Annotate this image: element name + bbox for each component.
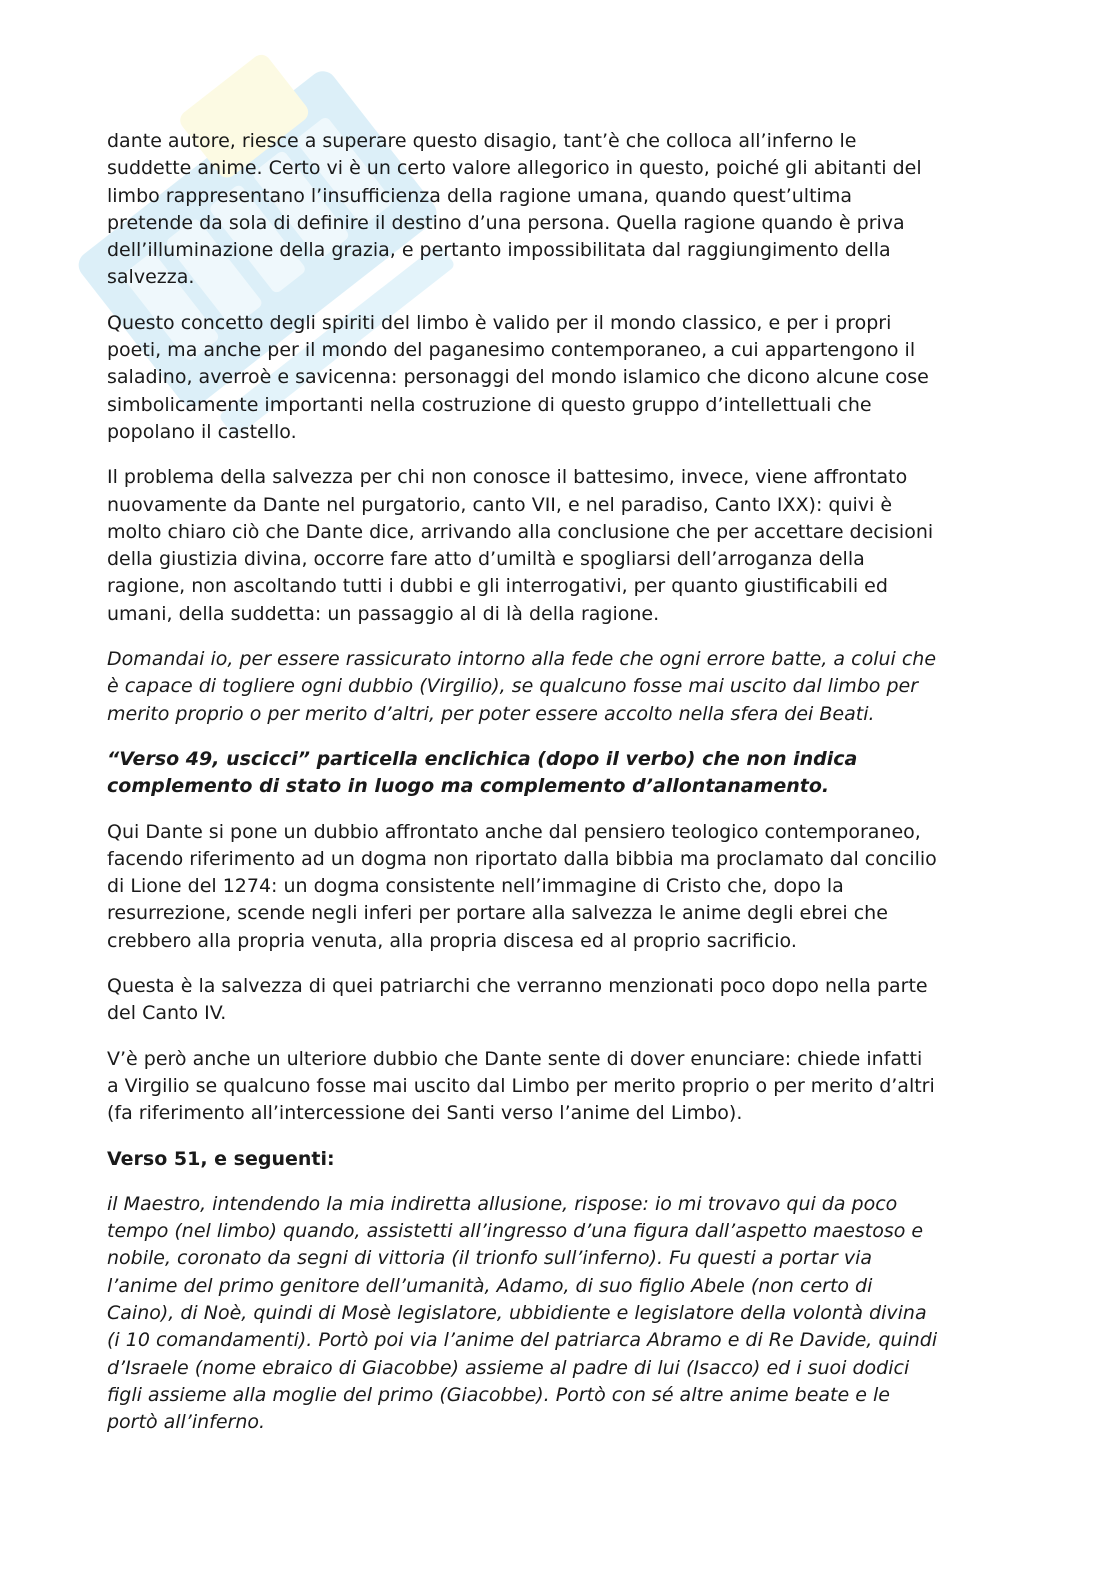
text-line: Caino), di Noè, quindi di Mosè legislatore, ubbidiente e legislatore della volontà divina — [107, 1301, 927, 1324]
text-line: saladino, averroè e savicenna: personaggi del mondo islamico che dicono alcune cose — [107, 366, 929, 389]
text-line: ragione, non ascoltando tutti i dubbi e gli interrogativi, per quanto giustificabili ed — [107, 575, 888, 598]
text-line: crebbero alla propria venuta, alla propria discesa ed al proprio sacrificio. — [107, 929, 797, 952]
text-line: V’è però anche un ulteriore dubbio che Dante sente di dover enunciare: chiede infatti — [107, 1047, 923, 1070]
text-line: (fa riferimento all’intercessione dei Santi verso l’anime del Limbo). — [107, 1102, 743, 1125]
text-line: Il problema della salvezza per chi non conosce il battesimo, invece, viene affrontato — [107, 466, 908, 489]
text-line: dante autore, riesce a superare questo disagio, tant’è che colloca all’inferno le — [107, 130, 857, 152]
text-line: a Virgilio se qualcuno fosse mai uscito dal Limbo per merito proprio o per merito d’altri — [107, 1074, 935, 1097]
paragraph — [107, 973, 1007, 1028]
paragraph — [107, 1191, 1007, 1437]
text-line: simbolicamente importanti nella costruzione di questo gruppo d’intellettuali che — [107, 393, 872, 416]
text-line: dell’illuminazione della grazia, e pertanto impossibilitata dal raggiungimento della — [107, 239, 891, 262]
paragraph — [107, 310, 1007, 446]
paragraph — [107, 1146, 1007, 1173]
text-line: merito proprio o per merito d’altri, per poter essere accolto nella sfera dei Beati. — [107, 702, 875, 725]
text-line: figli assieme alla moglie del primo (Giacobbe). Portò con sé altre anime beate e le — [107, 1383, 890, 1406]
text-line: Verso 51, e seguenti: — [107, 1147, 335, 1170]
text-line: resurrezione, scende negli inferi per portare alla salvezza le anime degli ebrei che — [107, 902, 888, 925]
text-line: nobile, coronato da segni di vittoria (il trionfo sull’inferno). Fu questi a portar via — [107, 1247, 873, 1270]
text-line: poeti, ma anche per il mondo del paganesimo contemporaneo, a cui appartengono il — [107, 339, 916, 362]
text-line: Questa è la salvezza di quei patriarchi che verranno menzionati poco dopo nella parte — [107, 975, 928, 998]
text-line: l’anime del primo genitore dell’umanità, Adamo, di suo figlio Abele (non certo di — [107, 1274, 873, 1297]
text-line: Domandai io, per essere rassicurato intorno alla fede che ogni errore batte, a colui che — [107, 648, 937, 671]
text-line: complemento di stato in luogo ma complemento d’allontanamento. — [107, 775, 830, 798]
text-line: del Canto IV. — [107, 1002, 227, 1025]
text-line: suddette anime. Certo vi è un certo valore allegorico in questo, poiché gli abitanti del — [107, 157, 922, 180]
document-body — [107, 128, 1007, 1454]
paragraph — [107, 646, 1007, 728]
text-line: umani, della suddetta: un passaggio al di là della ragione. — [107, 602, 660, 625]
paragraph — [107, 464, 1007, 628]
paragraph — [107, 1046, 1007, 1128]
text-line: nuovamente da Dante nel purgatorio, canto VII, e nel paradiso, Canto IXX): quivi è — [107, 493, 893, 516]
text-line: il Maestro, intendendo la mia indiretta allusione, rispose: io mi trovavo qui da poco — [107, 1192, 898, 1215]
text-line: Qui Dante si pone un dubbio affrontato anche dal pensiero teologico contemporaneo, — [107, 820, 921, 843]
text-line: pretende da sola di definire il destino d’una persona. Quella ragione quando è priva — [107, 211, 905, 234]
text-line: limbo rappresentano l’insufficienza della ragione umana, quando quest’ultima — [107, 184, 852, 207]
text-line: (i 10 comandamenti). Portò poi via l’anime del patriarca Abramo e di Re Davide, quindi — [107, 1329, 938, 1352]
text-line: è capace di togliere ogni dubbio (Virgilio), se qualcuno fosse mai uscito dal limbo per — [107, 675, 919, 698]
text-line: di Lione del 1274: un dogma consistente nell’immagine di Cristo che, dopo la — [107, 875, 844, 898]
text-line: della giustizia divina, occorre fare atto d’umiltà e spogliarsi dell’arroganza della — [107, 548, 865, 571]
text-line: d’Israele (nome ebraico di Giacobbe) assieme al padre di lui (Isacco) ed i suoi dodici — [107, 1356, 910, 1379]
text-line: salvezza. — [107, 266, 195, 289]
text-line: “Verso 49, uscicci” particella enclichica (dopo il verbo) che non indica — [107, 747, 858, 770]
text-line: portò all’inferno. — [107, 1411, 266, 1434]
text-line: facendo riferimento ad un dogma non riportato dalla bibbia ma proclamato dal concilio — [107, 847, 937, 870]
text-line: Questo concetto degli spiriti del limbo è valido per il mondo classico, e per i propri — [107, 311, 892, 334]
paragraph — [107, 746, 1007, 801]
text-line: tempo (nel limbo) quando, assistetti all’ingresso d’una figura dall’aspetto maestoso e — [107, 1220, 924, 1243]
paragraph — [107, 819, 1007, 955]
text-line: molto chiaro ciò che Dante dice, arrivando alla conclusione che per accettare decisioni — [107, 520, 934, 543]
paragraph — [107, 128, 1007, 292]
text-line: popolano il castello. — [107, 420, 297, 443]
